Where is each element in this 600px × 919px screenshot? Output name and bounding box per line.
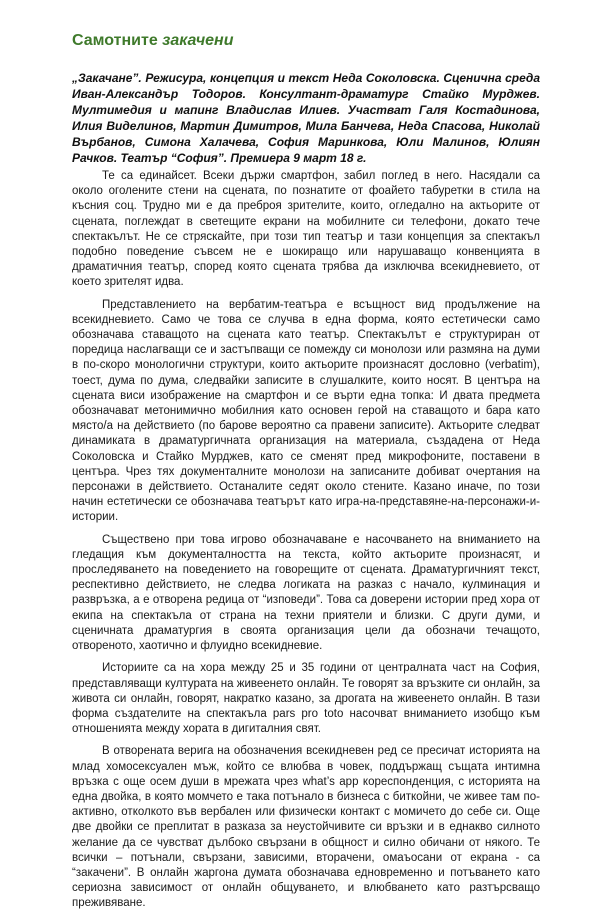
- article-body: [72, 169, 540, 919]
- paragraph-1: Те са единайсет. Всеки държи смартфон, забил поглед в него. Насядали са около оголените стени на сцената, по познатите от фоайето табуретки в стила на късния соц. Трудно ми е да преброя зрителите, които, огледално на актьорите от сцената, поглеждат в светещите екрани на мобилните си телефони, докато тече спектакълът. Не се стряскайте, при този тип театър и тази концепция за спектакъл подобно поведение съвсем не е шокиращо или нарушаващо конвенцията в драматичния театър, според която сцената трябва да изключва всекидневието, от което зрителят идва.: [72, 170, 540, 289]
- article-title: [72, 32, 234, 50]
- article-title-plain: Самотните: [72, 32, 163, 49]
- paragraph-2: Представлението на вербатим-театъра е всъщност вид продължение на всекидневието. Само че това се случва в една форма, която естетически само обозначава ставащото на сцената като театър. Спектакълът е структуриран от поредица наслагващи се и застъпващи се помежду си монолози или размяна на думи в по-скоро монологични структури, които актьорите произнасят дословно (verbatim), тоест, дума по дума, следвайки записите в слушалките, които носят. В центъра на сцената виси изображение на смартфон и се върти една топка: И двата предмета обозначават метонимично мобилния като основен герой на ставащото и бара като място/а на действието (по барове вероятно са правени записите). Актьорите следват динамиката в драматургичната организация на материала, създадена от Неда Соколовска и Стайко Мурджев, като се сменят пред микрофоните, поставени в центъра. Чрез тях документалните монолози на записаните добиват очертания на персонажи в действието. Останалите седят около стените. Казано иначе, по този начин естетически се обозначава театърът като игра-на-представяне-на-персонажи-и-истории.: [72, 298, 540, 524]
- paragraph-5: В отворената верига на обозначения всекидневен ред се пресичат историята на млад хомосексуален мъж, който се влюбва в човек, поддържащ същата интимна връзка с още осем души в мрежата чрез what’s app кореспонденция, с историята на една двойка, в която момчето е така потънало в бизнеса с биткойни, че живее там по-активно, отколкото във вербален или физически контакт с момичето до себе си. Още две двойки се преплитат в разказа за неустойчивите си връзки и в еднакво силното желание да се чувстват дълбоко свързани в общност и силно обичани от някого. Те всички – потънали, свързани, зависими, вторачени, омаъосани от екрана - са “закачени”. В онлайн жаргона думата обозначава едновременно и потъването като сериозна зависимост от онлайн общуването, и влюбването като разтърсващо преживяване.: [72, 745, 540, 910]
- production-credits: „Закачане”. Режисура, концепция и текст Неда Соколовска. Сценична среда Иван-Александър Тодоров. Консултант-драматург Стайко Мурджев. Мултимедия и мапинг Владислав Илиев. Участват Галя Костадинова, Илия Виделинов, Мартин Димитров, Мила Банчева, Неда Спасова, Николай Върбанов, Симона Халачева, София Маринкова, Юли Малинов, Юлиян Рачков. Театър “София”. Премиера 9 март 18 г.: [72, 71, 540, 165]
- article-title-italic: закачени: [162, 32, 234, 49]
- paragraph-3: Съществено при това игрово обозначаване е насочването на вниманието на гледащия към документалността на текста, който актьорите произнасят, и проследяването на поведението на говорещите от сцената. Драматургичният текст, респективно действието, не следва логиката на разказ с начало, кулминация и развръзка, а е отворена редица от “изповеди”. Това са доверени истории пред хора от екипа на спектакъла от страна на техни приятели и близки. С други думи, и сценичната драматургия в своята организация цели да обозначи течащото, отвореното, хаотично и флуидно всекидневие.: [72, 533, 540, 653]
- paragraph-4: Историите са на хора между 25 и 35 години от централната част на София, представляващи културата на живеенето онлайн. Те говорят за връзките си онлайн, за живота си онлайн, говорят, накратко казано, за дрогата на живеенето онлайн. В тази форма създателите на спектакъла pars pro toto насочват вниманието изобщо към отношенията между хората в дигиталния свят.: [72, 662, 540, 736]
